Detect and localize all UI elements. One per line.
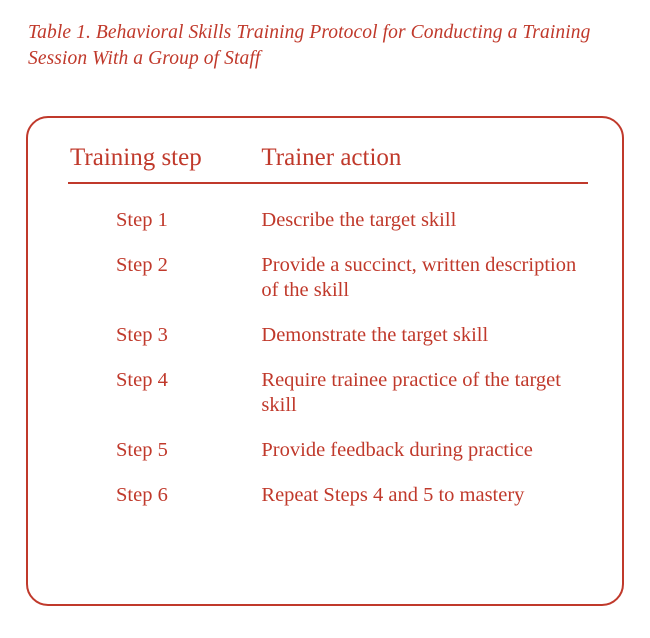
column-header-training-step: Training step: [68, 140, 261, 183]
cell-step: Step 1: [116, 209, 168, 231]
table-caption: Table 1. Behavioral Skills Training Protocol for Conducting a Training Session With a Group of Staff: [28, 22, 591, 70]
document-page: [0, 20, 650, 638]
cell-step: Step 2: [116, 254, 168, 276]
cell-action: Repeat Steps 4 and 5 to mastery: [261, 484, 525, 506]
cell-action: Describe the target skill: [261, 209, 457, 231]
table-row: [68, 463, 588, 514]
cell-action: Provide a succinct, written description of the skill: [261, 254, 577, 301]
cell-action: Require trainee practice of the target skill: [261, 369, 561, 416]
cell-step: Step 3: [116, 324, 168, 346]
cell-action: Provide feedback during practice: [261, 439, 533, 461]
protocol-table: [68, 140, 588, 514]
table-row: [68, 303, 588, 348]
table-header: [68, 140, 588, 183]
table-row: [68, 183, 588, 233]
cell-step: Step 5: [116, 439, 168, 461]
cell-step: Step 4: [116, 369, 168, 391]
table-row: [68, 348, 588, 418]
cell-action: Demonstrate the target skill: [261, 324, 489, 346]
table-container: [26, 116, 624, 606]
table-row: [68, 418, 588, 463]
table-header-row: [68, 140, 588, 183]
cell-step: Step 6: [116, 484, 168, 506]
table-body: [68, 183, 588, 514]
column-header-trainer-action: Trainer action: [261, 140, 588, 183]
table-row: [68, 233, 588, 303]
